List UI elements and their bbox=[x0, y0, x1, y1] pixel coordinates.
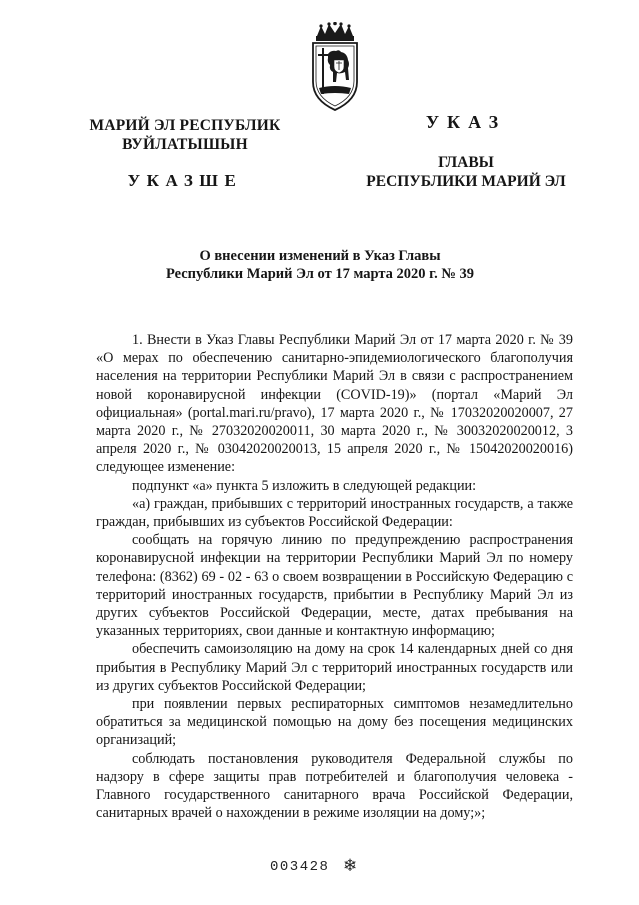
header-left-line2: ВУЙЛАТЫШЫН bbox=[122, 136, 248, 153]
snowflake-icon: ❄ bbox=[343, 856, 358, 876]
document-body bbox=[96, 331, 573, 822]
header-left-line1: МАРИЙ ЭЛ РЕСПУБЛИК bbox=[89, 117, 281, 134]
title-line2: Республики Марий Эл от 17 марта 2020 г. № 39 bbox=[165, 266, 475, 282]
body-paragraph-7: соблюдать постановления руководителя Федеральной службы по надзору в сфере защиты прав потребителей и благополучия человека - Главного государственного санитарного врача Российской Федерации, санитарных врачей о нахождении в режиме изоляции на дому;»; bbox=[96, 750, 573, 822]
header-right-line2: РЕСПУБЛИКИ МАРИЙ ЭЛ bbox=[366, 173, 566, 190]
header-left-ukazshe: УКАЗШЕ bbox=[127, 171, 243, 190]
header-right-russian bbox=[355, 112, 577, 191]
header-left-mari bbox=[78, 116, 292, 191]
document-title bbox=[130, 247, 510, 283]
body-paragraph-4: сообщать на горячую линию по предупреждению распространения коронавирусной инфекции на территории Республики Марий Эл по номеру телефона: (8362) 69 - 02 - 63 о своем возвращении в Российскую Федерацию с территорий иностранных государств, прибытии в Республику Марий Эл из других субъектов Российской Федерации, месте, датах пребывания на указанных территориях, свои данные и контактную информацию; bbox=[96, 532, 573, 640]
body-paragraph-2: подпункт «а» пункта 5 изложить в следующей редакции: bbox=[132, 477, 477, 494]
title-line1: О внесении изменений в Указ Главы bbox=[199, 248, 441, 264]
body-paragraph-3: «а) граждан, прибывших с территорий иностранных государств, а также граждан, прибывших из субъектов Российской Федерации: bbox=[96, 495, 573, 531]
document-serial-number: 003428 bbox=[270, 859, 330, 875]
body-paragraph-1: 1. Внести в Указ Главы Республики Марий Эл от 17 марта 2020 г. № 39 «О мерах по обеспечению санитарно-эпидемиологического благополучия населения на территории Республики Марий Эл в связи с распространением новой коронавирусной инфекции (COVID-19)» (портал «Марий Эл официальная» (portal.mari.ru/pravo), 17 марта 2020 г., № 17032020020007, 27 марта 2020 г., № 27032020020011, 30 марта 2020 г., № 30032020020012, 3 апреля 2020 г., № 03042020020013, 15 апреля 2020 г., № 15042020020016) следующее изменение: bbox=[96, 332, 573, 476]
header-right-line1: ГЛАВЫ bbox=[438, 154, 494, 171]
body-paragraph-5: обеспечить самоизоляцию на дому на срок 14 календарных дней со дня прибытия в Республику Марий Эл с территорий иностранных государств или из других субъектов Российской Федерации; bbox=[96, 641, 573, 694]
coat-of-arms-emblem bbox=[303, 22, 367, 112]
header-right-ukaz: УКАЗ bbox=[425, 112, 507, 132]
body-paragraph-6: при появлении первых респираторных симптомов незамедлительно обратиться за медицинской помощью на дому без посещения медицинских организаций; bbox=[96, 696, 573, 749]
